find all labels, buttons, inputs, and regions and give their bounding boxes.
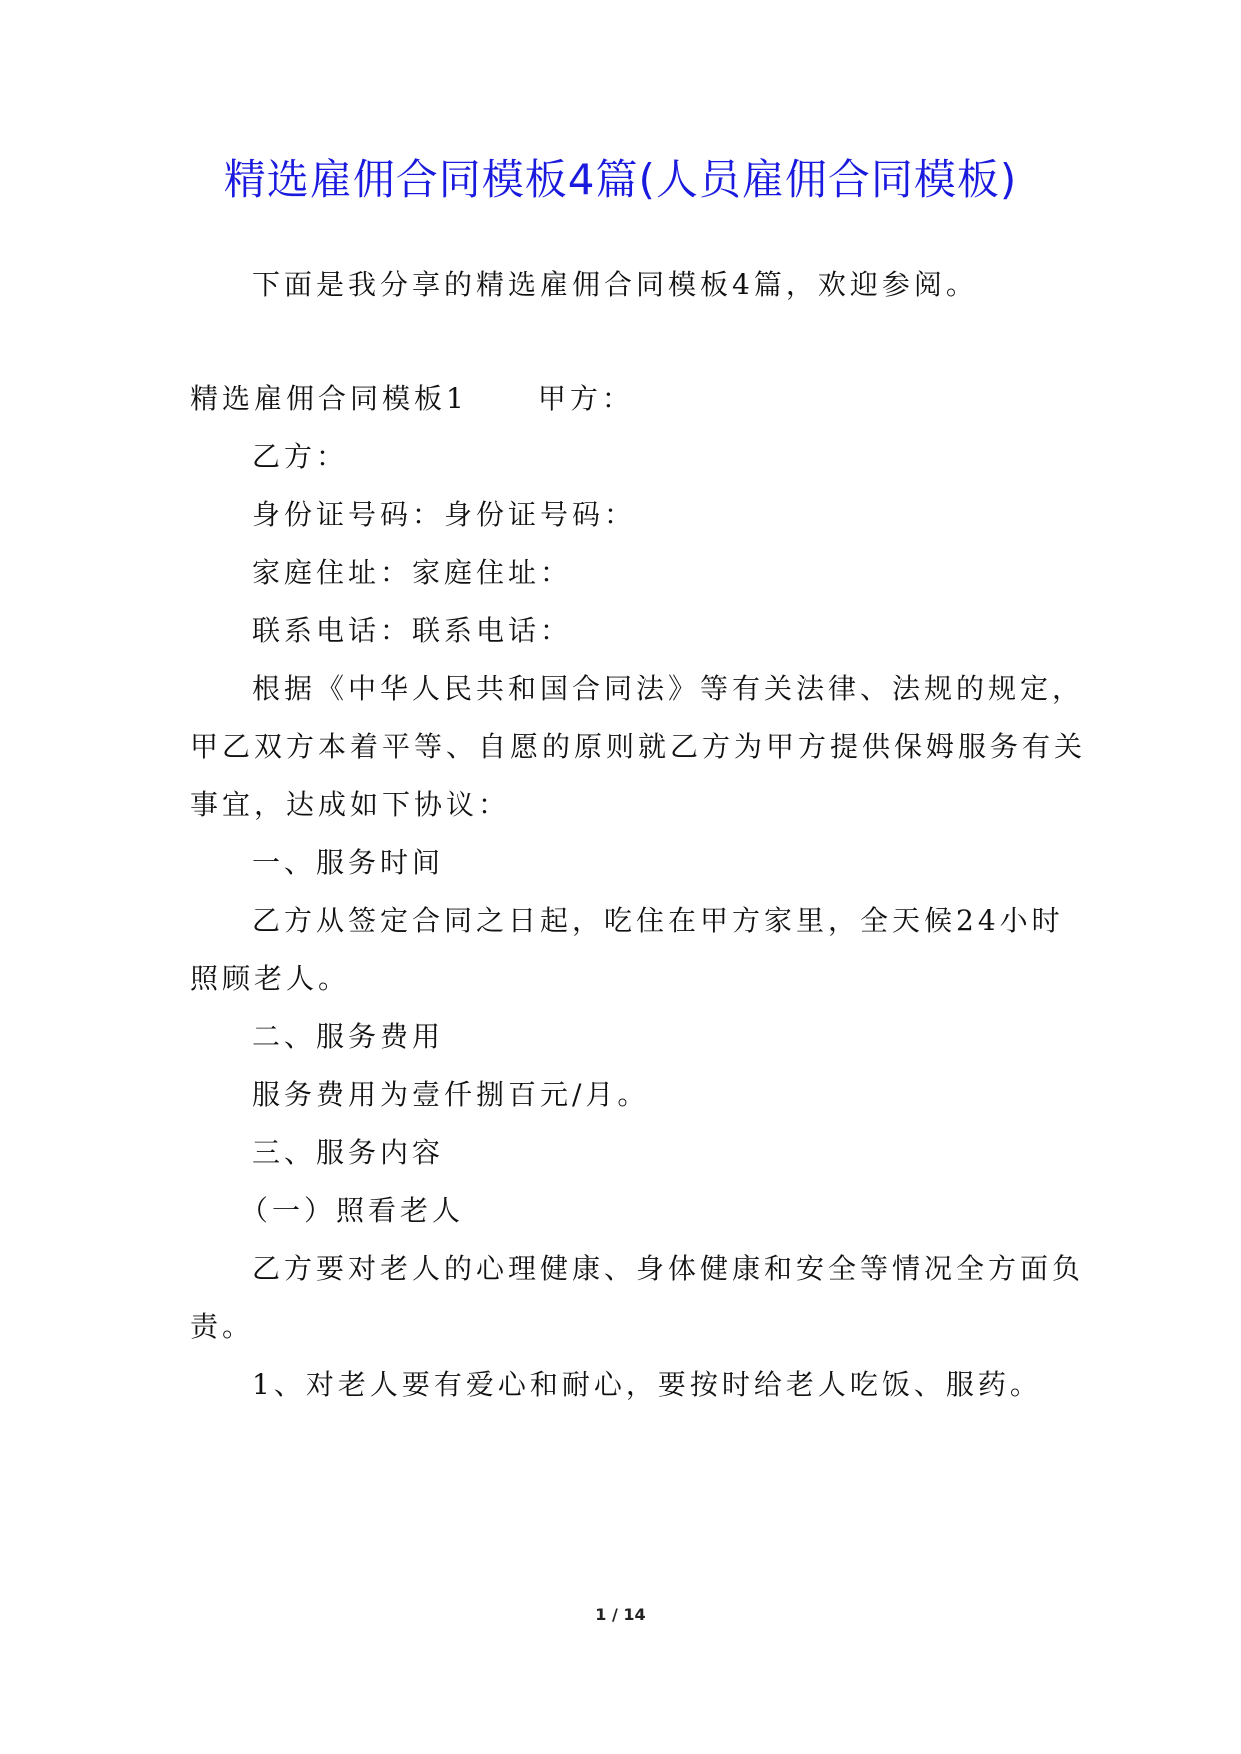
clause-3-sub-line-2: 责。: [190, 1310, 255, 1343]
page-number: 1 / 14: [595, 1605, 646, 1624]
clause-3-sub-heading: （一）照看老人: [240, 1194, 465, 1227]
addresses-line: 家庭住址：家庭住址：: [252, 556, 573, 589]
clause-3-sub-line-1: 乙方要对老人的心理健康、身体健康和安全等情况全方面负: [252, 1252, 1085, 1285]
section-heading-line: [190, 366, 634, 432]
phones-line: 联系电话：联系电话：: [252, 614, 573, 647]
clause-1-heading: 一、服务时间: [252, 846, 445, 879]
preamble-line-3: 事宜，达成如下协议：: [190, 788, 511, 821]
id-numbers-line: 身份证号码：身份证号码：: [252, 498, 637, 531]
section-heading: 精选雇佣合同模板1: [190, 382, 468, 415]
party-a-label: 甲方：: [537, 382, 634, 415]
intro-paragraph: 下面是我分享的精选雇佣合同模板4篇，欢迎参阅。: [252, 268, 978, 301]
document-title: 精选雇佣合同模板4篇(人员雇佣合同模板): [223, 155, 1018, 204]
clause-2-heading: 二、服务费用: [252, 1020, 445, 1053]
clause-3-heading: 三、服务内容: [252, 1136, 445, 1169]
clause-2-text: 服务费用为壹仟捌百元/月。: [252, 1078, 650, 1111]
clause-1-line-2: 照顾老人。: [190, 962, 351, 995]
preamble-line-2: 甲乙双方本着平等、自愿的原则就乙方为甲方提供保姆服务有关: [190, 730, 1087, 763]
party-b-label: 乙方：: [252, 440, 349, 473]
clause-1-line-1: 乙方从签定合同之日起，吃住在甲方家里，全天候24小时: [252, 904, 1064, 937]
preamble-line-1: 根据《中华人民共和国合同法》等有关法律、法规的规定，: [252, 672, 1085, 705]
item-1: 1、对老人要有爱心和耐心，要按时给老人吃饭、服药。: [252, 1368, 1042, 1401]
